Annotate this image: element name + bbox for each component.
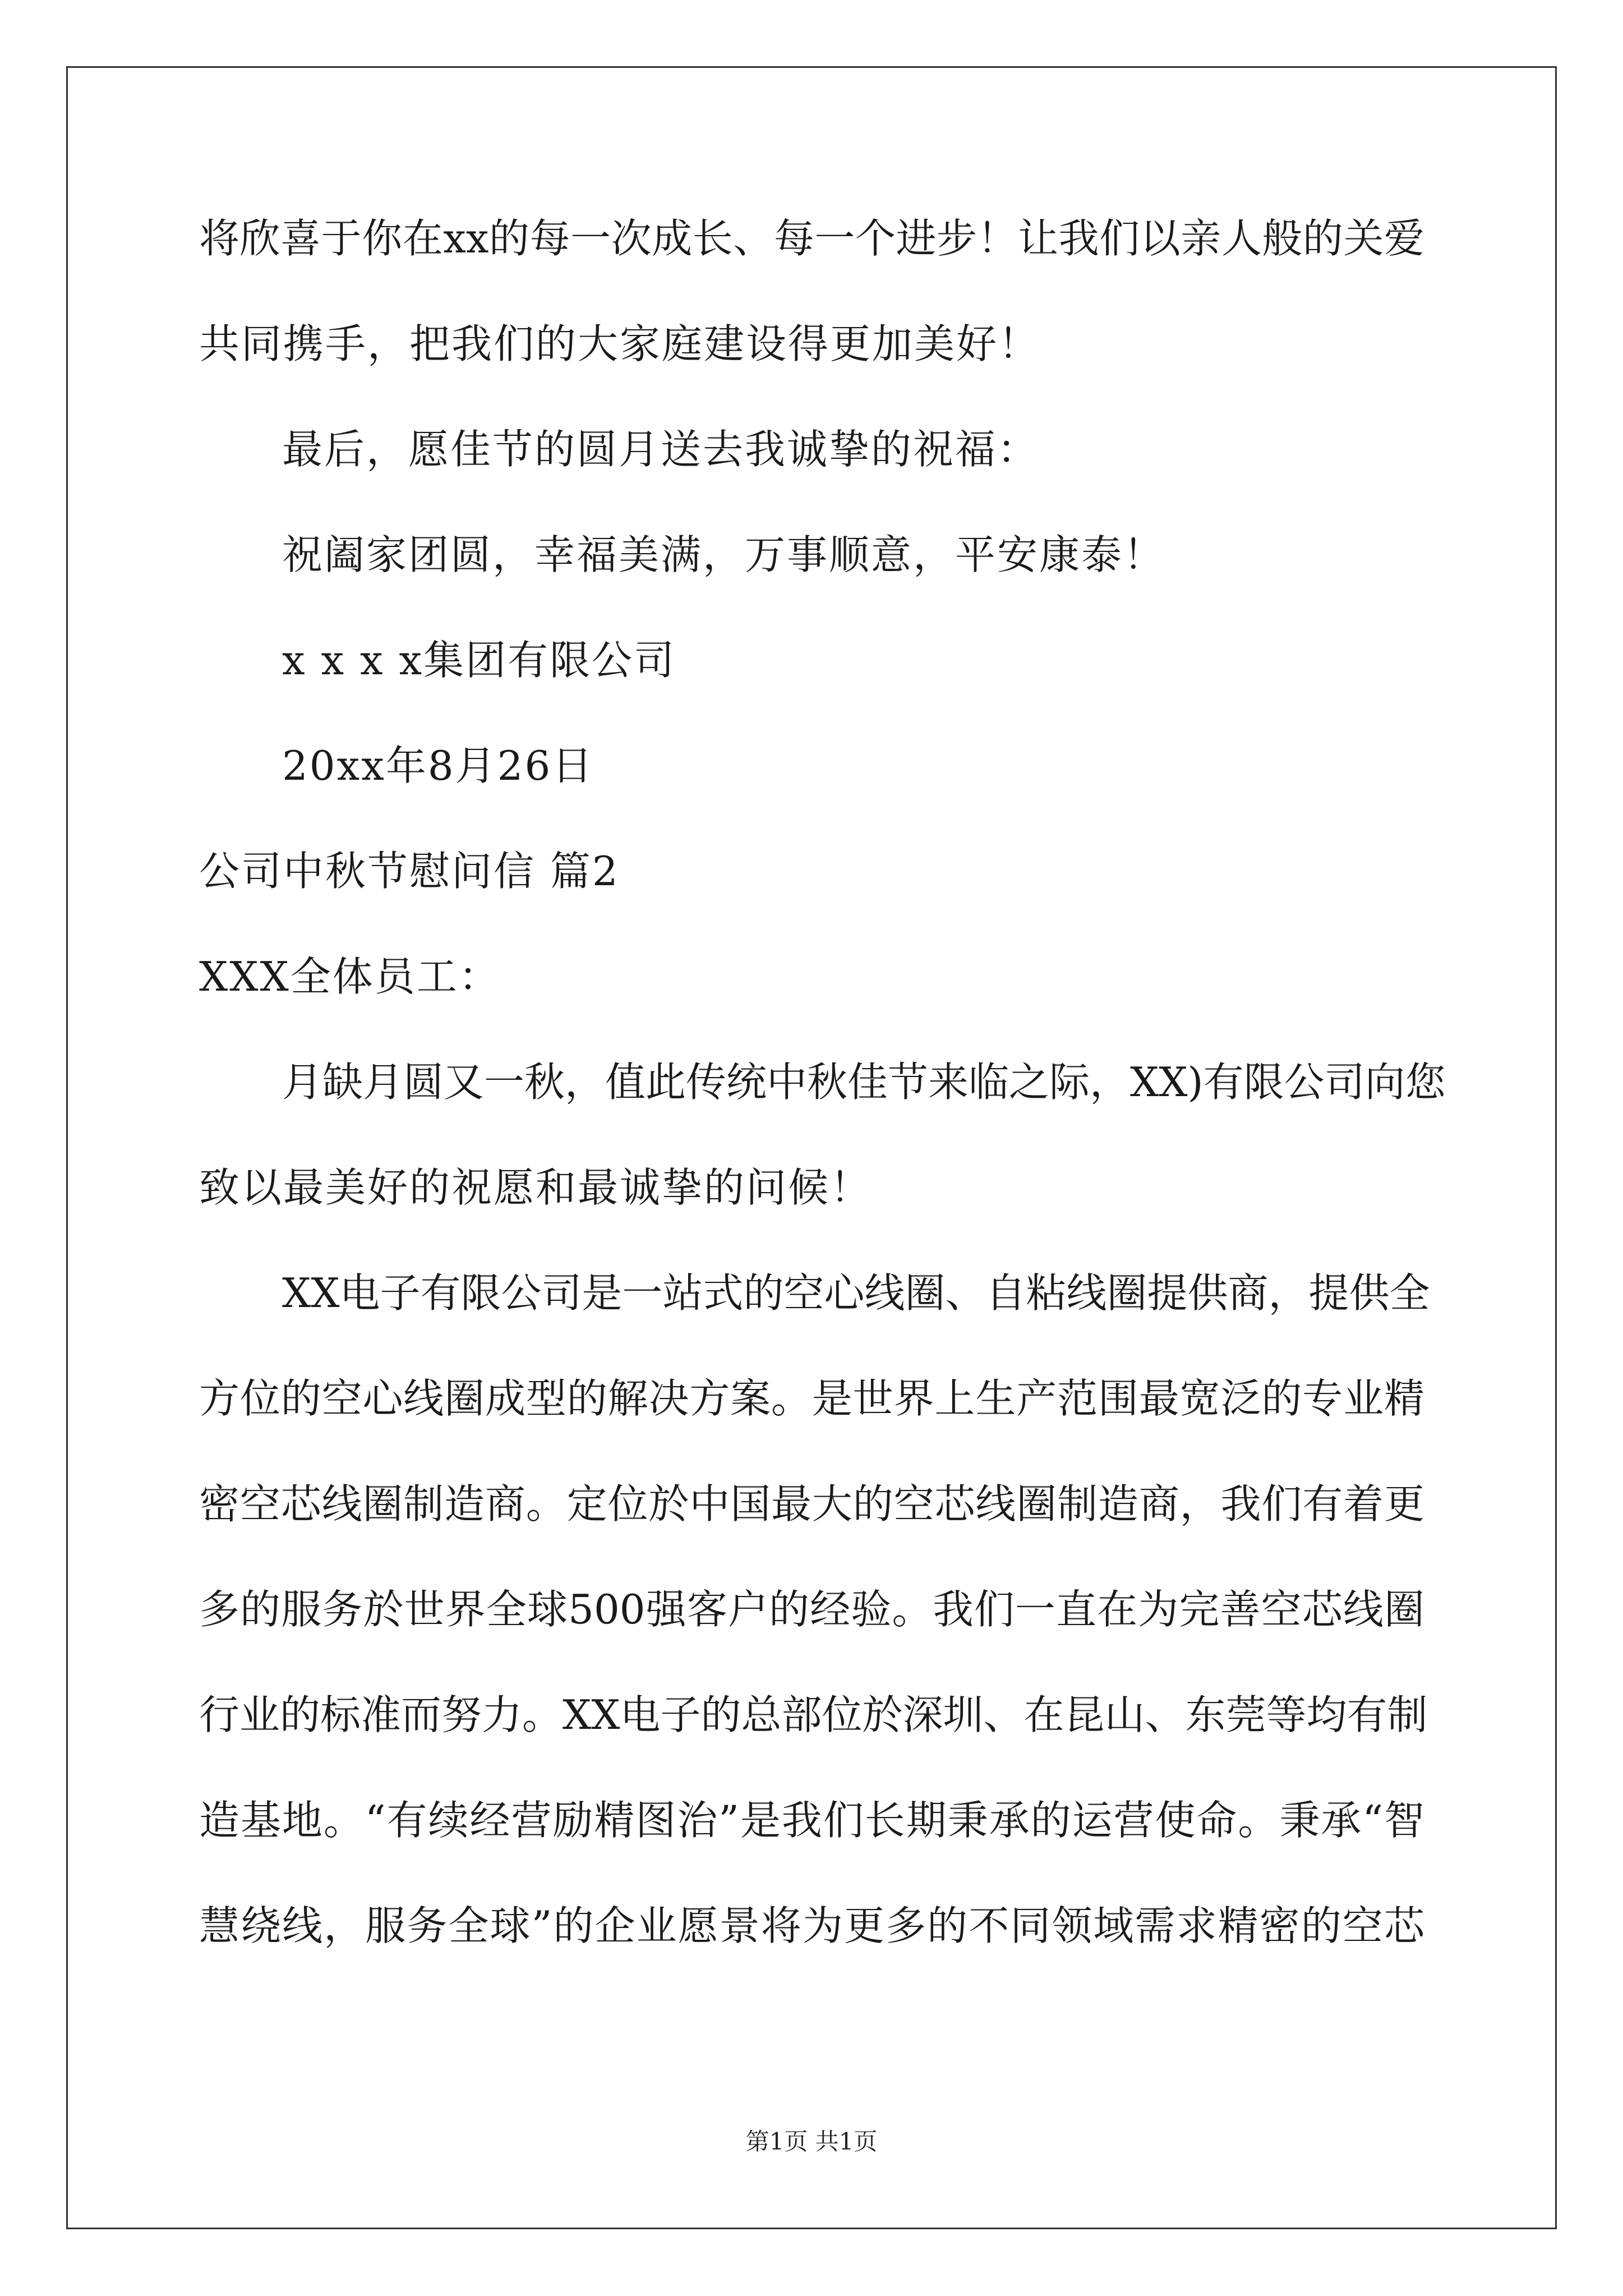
- salutation: XXX全体员工：: [199, 953, 501, 1000]
- paragraph-line: 致以最美好的祝愿和最诚挚的问候！: [199, 1164, 873, 1211]
- signature-date: 20xx年8月26日: [282, 742, 594, 789]
- section-title: 公司中秋节慰问信 篇2: [199, 848, 620, 895]
- page-number-footer: 第1页 共1页: [745, 2128, 878, 2155]
- paragraph-line: 多的服务於世界全球500强客户的经验。我们一直在为完善空芯线圈: [199, 1586, 1424, 1633]
- paragraph-line: 最后，愿佳节的圆月送去我诚挚的祝福：: [282, 426, 1040, 473]
- greeting-line: 祝阖家团圆，幸福美满，万事顺意，平安康泰！: [282, 531, 1166, 578]
- paragraph-line: 方位的空心线圈成型的解决方案。是世界上生产范围最宽泛的专业精: [199, 1375, 1424, 1422]
- paragraph-line: 造基地。“有续经营励精图治”是我们长期秉承的运营使命。秉承“智: [199, 1797, 1424, 1844]
- paragraph-line: 慧绕线，服务全球”的企业愿景将为更多的不同领域需求精密的空芯: [199, 1902, 1424, 1949]
- paragraph-line: 月缺月圆又一秋，值此传统中秋佳节来临之际，XX)有限公司向您: [282, 1059, 1446, 1106]
- paragraph-line: XX电子有限公司是一站式的空心线圈、自粘线圈提供商，提供全: [282, 1269, 1430, 1317]
- paragraph-line: 将欣喜于你在xx的每一次成长、每一个进步！让我们以亲人般的关爱: [199, 215, 1424, 262]
- paragraph-line: 行业的标准而努力。XX电子的总部位於深圳、在昆山、东莞等均有制: [199, 1691, 1428, 1738]
- signature-company: x x x x集团有限公司: [282, 637, 676, 684]
- paragraph-line: 密空芯线圈制造商。定位於中国最大的空芯线圈制造商，我们有着更: [199, 1480, 1424, 1527]
- paragraph-line: 共同携手，把我们的大家庭建设得更加美好！: [199, 320, 1041, 367]
